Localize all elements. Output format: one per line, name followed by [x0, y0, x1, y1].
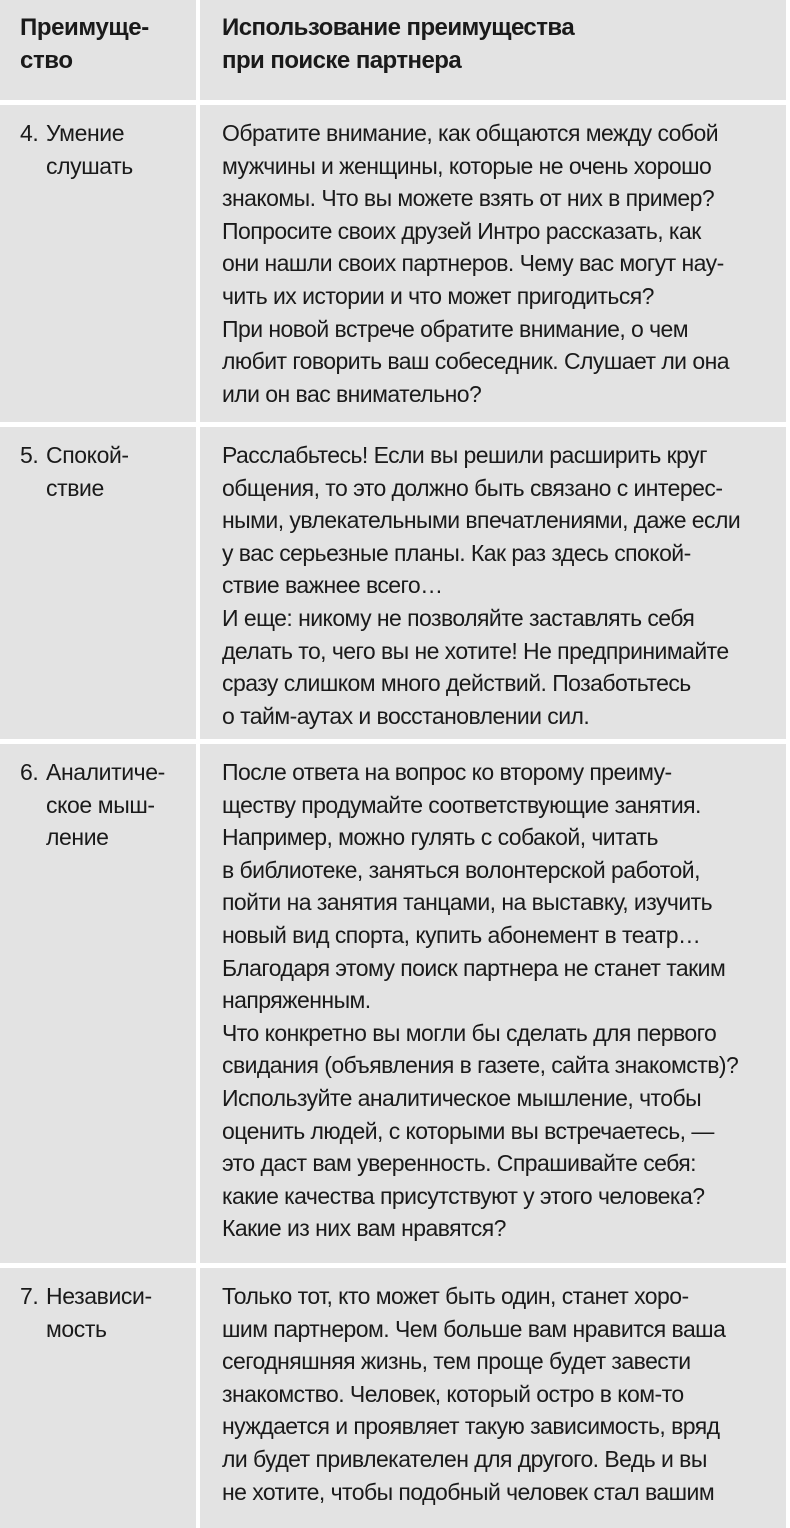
usage-text-line: нуждается и проявляет такую зависимость, вряд — [222, 1413, 720, 1440]
advantage-label-line: Независи- — [46, 1283, 152, 1309]
advantage-label-line: ствие — [46, 474, 104, 501]
usage-text-line: общения, то это должно быть связано с интерес- — [222, 474, 723, 501]
usage-text-line: о тайм-аутах и восстановлении сил. — [222, 702, 590, 729]
row-advantage-independence — [0, 1268, 196, 1528]
row-usage-calmness — [200, 427, 786, 739]
header-usage-line: при поиске партнера — [222, 46, 462, 74]
usage-text-line: знакомы. Что вы можете взять от них в пример? — [222, 185, 715, 212]
header-usage-line: Использование преимущества — [222, 14, 575, 41]
usage-text-line: оценить людей, с которыми вы встречаетесь, — — [222, 1117, 714, 1144]
usage-text-line: шим партнером. Чем больше вам нравится ваша — [222, 1315, 726, 1342]
usage-text-line: это даст вам уверенность. Спрашивайте себя: — [222, 1150, 697, 1177]
row-usage-listening — [200, 105, 786, 422]
usage-text-line: Например, можно гулять с собакой, читать — [222, 824, 658, 851]
usage-text-line: При новой встрече обратите внимание, о чем — [222, 315, 689, 342]
row-advantage-analytical-thinking — [0, 744, 196, 1263]
row-number: 4. — [20, 120, 39, 146]
row-number: 7. — [20, 1283, 39, 1309]
advantage-label-line: Умение — [46, 120, 125, 146]
usage-text-line: Используйте аналитическое мышление, чтобы — [222, 1084, 702, 1111]
header-advantage-line: ство — [20, 46, 73, 74]
usage-text-line: знакомство. Человек, который остро в ком-то — [222, 1380, 684, 1407]
usage-text-line: Только тот, кто может быть один, станет хоро- — [222, 1283, 689, 1309]
usage-text-line: любит говорить ваш собеседник. Слушает ли она — [222, 348, 729, 375]
header-advantage-line: Преимуще- — [20, 14, 149, 41]
advantage-label-line: слушать — [46, 152, 133, 179]
usage-text-line: сразу слишком много действий. Позаботьтесь — [222, 670, 691, 697]
usage-text-line: или он вас внимательно? — [222, 380, 482, 407]
usage-text-line: сегодняшняя жизнь, тем проще будет завести — [222, 1348, 691, 1375]
usage-text-line: ствие важнее всего… — [222, 572, 443, 599]
usage-text-line: Расслабьтесь! Если вы решили расширить круг — [222, 442, 707, 468]
usage-text-line: напряженным. — [222, 987, 371, 1014]
row-number: 6. — [20, 759, 39, 785]
usage-text-line: ли будет привлекателен для другого. Ведь и вы — [222, 1445, 707, 1472]
row-number: 5. — [20, 442, 39, 468]
usage-text-line: какие качества присутствуют у этого человека? — [222, 1182, 705, 1209]
usage-text-line: в библиотеке, заняться волонтерской работой, — [222, 856, 700, 883]
usage-text-line: Обратите внимание, как общаются между собой — [222, 120, 719, 146]
usage-text-line: чить их истории и что может пригодиться? — [222, 282, 654, 309]
advantage-label-line: ление — [46, 824, 109, 851]
usage-text-line: И еще: никому не позволяйте заставлять себя — [222, 604, 695, 631]
usage-text-line: Попросите своих друзей Интро рассказать, как — [222, 217, 701, 244]
usage-text-line: не хотите, чтобы подобный человек стал вашим — [222, 1478, 715, 1505]
advantage-label-line: Аналитиче- — [46, 759, 165, 785]
usage-text-line: они нашли своих партнеров. Чему вас могут нау- — [222, 250, 724, 277]
usage-text-line: новый вид спорта, купить абонемент в театр… — [222, 921, 701, 948]
row-advantage-calmness — [0, 427, 196, 739]
usage-text-line: Что конкретно вы могли бы сделать для первого — [222, 1019, 717, 1046]
usage-text-line: мужчины и женщины, которые не очень хорошо — [222, 152, 712, 179]
header-usage — [200, 0, 786, 100]
usage-text-line: пойти на занятия танцами, на выставку, изучить — [222, 889, 713, 916]
advantage-label-line: ское мыш- — [46, 791, 155, 818]
usage-text-line: у вас серьезные планы. Как раз здесь спокой- — [222, 539, 691, 566]
usage-text-line: Благодаря этому поиск партнера не станет таким — [222, 954, 726, 981]
header-advantage — [0, 0, 196, 100]
usage-text-line: ществу продумайте соответствующие занятия. — [222, 791, 701, 818]
row-usage-analytical-thinking — [200, 744, 786, 1263]
usage-text-line: После ответа на вопрос ко второму преиму- — [222, 759, 672, 785]
advantage-label-line: Спокой- — [46, 442, 129, 468]
usage-text-line: Какие из них вам нравятся? — [222, 1215, 506, 1242]
row-advantage-listening — [0, 105, 196, 422]
usage-text-line: ными, увлекательными впечатлениями, даже если — [222, 507, 741, 534]
usage-text-line: делать то, чего вы не хотите! Не предпринимайте — [222, 637, 729, 664]
usage-text-line: свидания (объявления в газете, сайта знакомств)? — [222, 1052, 739, 1079]
row-usage-independence — [200, 1268, 786, 1528]
advantage-label-line: мость — [46, 1315, 107, 1342]
